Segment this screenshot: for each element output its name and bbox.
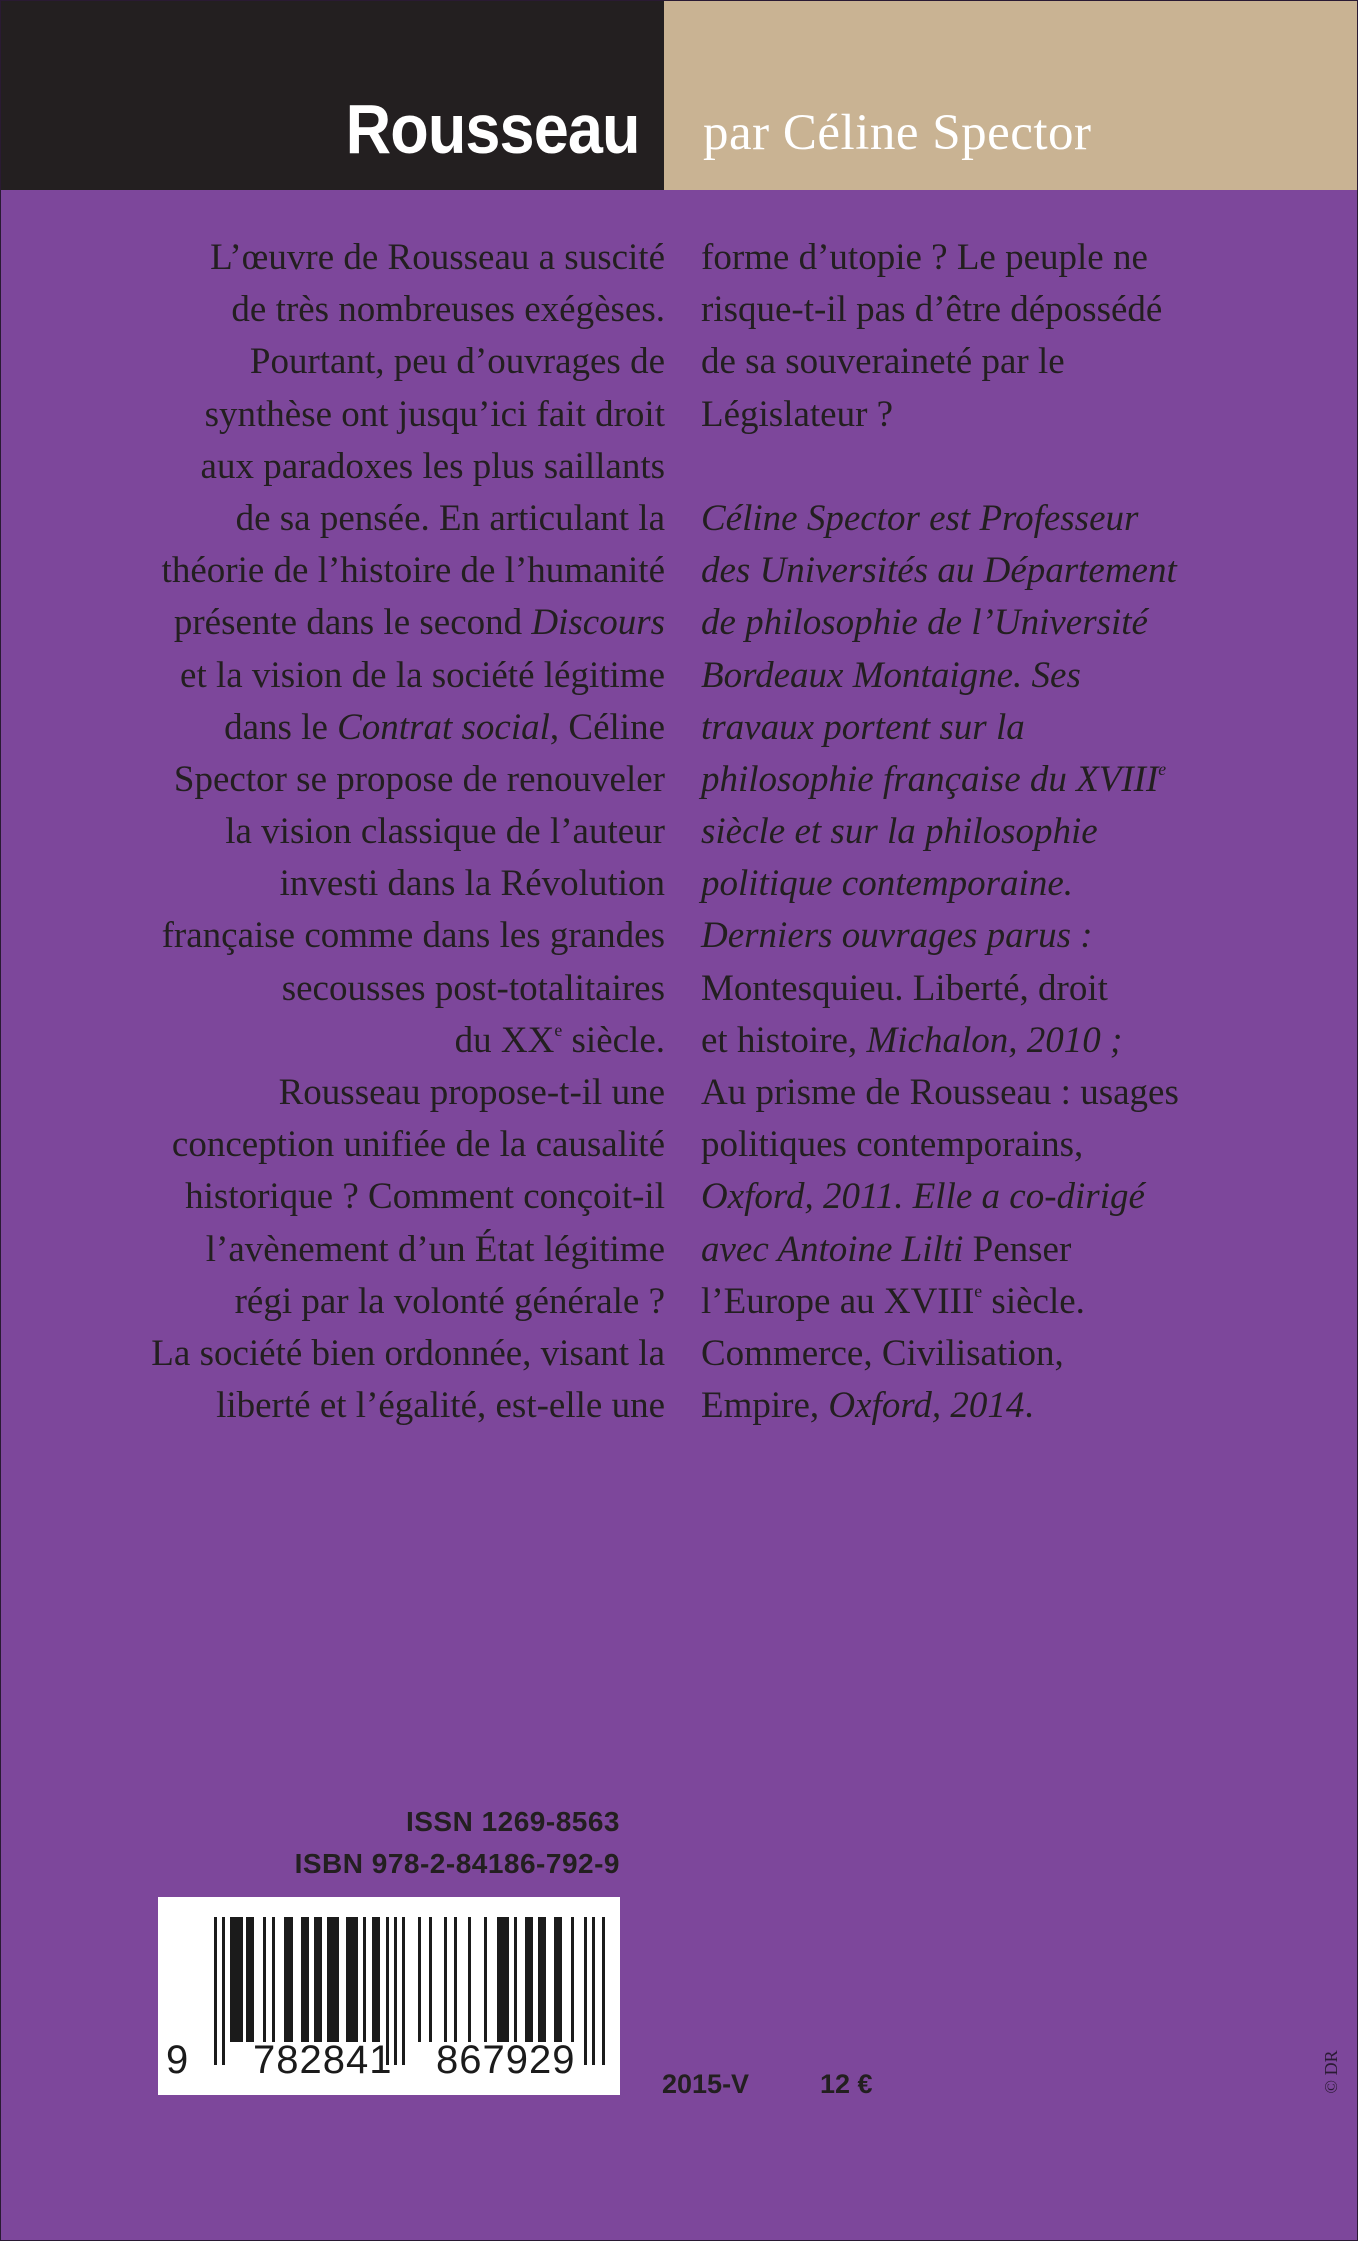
text-line (701, 754, 1321, 806)
text-line (60, 1380, 665, 1432)
barcode-bar (246, 1917, 254, 2042)
text-segment: Empire, (701, 1385, 829, 1427)
text-line (60, 284, 665, 336)
italic-text: de philosophie de l’Université (701, 602, 1148, 644)
text-segment: synthèse ont jusqu’ici fait droit (204, 393, 665, 435)
text-line (60, 493, 665, 545)
text-segment: de sa souveraineté par le (701, 341, 1065, 383)
barcode-bar (230, 1917, 243, 2042)
barcode-bar (538, 1917, 546, 2042)
italic-text: philosophie française du XVIII (701, 758, 1159, 800)
text-line (60, 1119, 665, 1171)
text-line (701, 1380, 1321, 1432)
text-line (701, 702, 1321, 754)
barcode-guard-bar (602, 1917, 605, 2065)
text-line (60, 1328, 665, 1380)
text-line (60, 1171, 665, 1223)
text-line (60, 597, 665, 649)
barcode-left-digits: 782841 (253, 2038, 393, 2082)
text-line (701, 806, 1321, 858)
text-line (701, 650, 1321, 702)
text-line (701, 597, 1321, 649)
text-line (701, 545, 1321, 597)
author-panel (664, 0, 1358, 190)
text-line (701, 1224, 1321, 1276)
italic-text: politique contemporaine. (701, 863, 1073, 905)
barcode-bar (263, 1917, 266, 2042)
issn-label: ISSN 1269-8563 (405, 1806, 620, 1837)
text-segment: régi par la volonté générale ? (234, 1280, 665, 1322)
text-line (60, 1067, 665, 1119)
text-segment: Penser (963, 1228, 1072, 1270)
text-line (60, 910, 665, 962)
barcode-bar (327, 1917, 339, 2042)
text-segment: du XX (454, 1019, 555, 1061)
italic-text: Céline Spector est Professeur (701, 497, 1139, 539)
text-segment: historique ? Comment conçoit-il (185, 1176, 665, 1218)
barcode-bar (301, 1917, 309, 2042)
text-line (60, 650, 665, 702)
italic-text: avec Antoine Lilti (701, 1228, 964, 1270)
italic-text: Michalon, 2010 ; (866, 1019, 1123, 1061)
text-segment: , Céline (549, 706, 665, 748)
italic-text: siècle et sur la philosophie (701, 811, 1098, 853)
text-segment: L’œuvre de Rousseau a suscité (210, 237, 665, 278)
text-line (60, 963, 665, 1015)
author-byline: par Céline Spector (703, 105, 1092, 161)
text-segment: présente dans le second (173, 602, 532, 644)
superscript: e (554, 1019, 563, 1040)
text-line (701, 493, 1321, 545)
text-line (60, 336, 665, 388)
text-line (701, 441, 1321, 493)
barcode-bar (497, 1917, 509, 2042)
text-segment: de très nombreuses exégèses. (231, 289, 665, 331)
barcode-bar (272, 1917, 275, 2042)
text-segment: et histoire, (701, 1019, 867, 1061)
ean-barcode (158, 1897, 620, 2095)
isbn-label: ISBN 978-2-84186-792-9 (294, 1848, 620, 1879)
text-segment: secousses post-totalitaires (281, 967, 665, 1009)
text-segment: Spector se propose de renouveler (173, 758, 665, 800)
text-line (701, 1067, 1321, 1119)
text-segment: siècle. (562, 1019, 665, 1061)
barcode-right-digits: 867929 (436, 2038, 576, 2082)
text-line (60, 1224, 665, 1276)
text-line (701, 336, 1321, 388)
text-segment: et la vision de la société légitime (180, 654, 665, 696)
text-segment: . (1024, 1385, 1034, 1427)
text-segment: de sa pensée. En articulant la (235, 497, 665, 539)
barcode-bar (454, 1917, 457, 2042)
text-segment: dans le (224, 706, 338, 748)
barcode-guard-bar (214, 1917, 217, 2065)
text-segment: Pourtant, peu d’ouvrages de (249, 341, 665, 383)
barcode-bar (468, 1917, 471, 2042)
text-segment: Au prisme de Rousseau : usages (701, 1072, 1179, 1113)
italic-text: travaux portent sur la (701, 706, 1025, 748)
text-segment: siècle. (982, 1280, 1085, 1322)
barcode-bar (554, 1917, 562, 2042)
text-line (60, 1276, 665, 1328)
superscript: e (974, 1280, 983, 1301)
blurb-left-column (60, 232, 665, 1432)
blurb-right-column (701, 232, 1321, 1432)
barcode-guard-bar (592, 1917, 595, 2065)
text-segment: Rousseau propose-t-il une (278, 1072, 665, 1113)
barcode-bar (484, 1917, 487, 2042)
barcode-bar (284, 1917, 293, 2042)
text-segment: conception unifiée de la causalité (171, 1124, 665, 1166)
barcode-guard-bar (584, 1917, 587, 2065)
italic-text: Contrat social (337, 706, 550, 748)
barcode-guard-bar (402, 1917, 405, 2065)
edition-code: 2015-V (662, 2069, 750, 2099)
italic-text: Derniers ouvrages parus : (701, 915, 1093, 957)
text-segment: La société bien ordonnée, visant la (151, 1332, 665, 1374)
price-label: 12 € (820, 2069, 873, 2099)
text-line (701, 1276, 1321, 1328)
text-line (60, 702, 665, 754)
superscript: e (1158, 758, 1167, 779)
text-line (60, 858, 665, 910)
text-segment: liberté et l’égalité, est-elle une (216, 1385, 665, 1427)
text-line (60, 1015, 665, 1067)
text-line (60, 754, 665, 806)
text-line (60, 806, 665, 858)
title-panel (0, 0, 664, 190)
text-line (701, 1328, 1321, 1380)
barcode-bar (346, 1917, 358, 2042)
text-line (701, 389, 1321, 441)
barcode-bar (525, 1917, 533, 2042)
barcode-first-digit: 9 (166, 2038, 190, 2082)
text-line (60, 232, 665, 284)
italic-text: Oxford, 2014 (828, 1385, 1025, 1427)
italic-text: Bordeaux Montaigne. Ses (701, 654, 1081, 696)
text-segment: théorie de l’histoire de l’humanité (161, 550, 665, 592)
cover-header (0, 0, 1358, 190)
text-line (701, 1119, 1321, 1171)
text-segment: risque-t-il pas d’être dépossédé (701, 289, 1163, 331)
italic-text: Oxford, 2011. Elle a co-dirigé (701, 1176, 1145, 1218)
text-segment: l’avènement d’un État légitime (205, 1228, 665, 1270)
photo-credit: © DR (1321, 2050, 1341, 2094)
text-line (60, 545, 665, 597)
text-line (701, 1015, 1321, 1067)
text-segment: aux paradoxes les plus saillants (200, 445, 665, 487)
barcode-bar (444, 1917, 447, 2042)
barcode-bar (372, 1917, 380, 2042)
text-line (701, 284, 1321, 336)
text-segment: politiques contemporains, (701, 1124, 1084, 1166)
barcode-guard-bar (222, 1917, 225, 2065)
text-segment: la vision classique de l’auteur (225, 811, 665, 853)
italic-text: des Universités au Département (701, 550, 1177, 592)
barcode-bar (314, 1917, 322, 2042)
text-line (701, 232, 1321, 284)
text-segment: française comme dans les grandes (161, 915, 665, 957)
barcode-guard-bar (394, 1917, 397, 2065)
text-line (60, 389, 665, 441)
text-segment: l’Europe au XVIII (701, 1280, 975, 1322)
text-line (701, 910, 1321, 962)
text-segment: investi dans la Révolution (279, 863, 665, 905)
text-line (701, 858, 1321, 910)
barcode-bar (514, 1917, 517, 2042)
text-segment: Législateur ? (701, 393, 894, 435)
italic-text: Discours (531, 602, 665, 644)
text-line (60, 441, 665, 493)
barcode-bar (571, 1917, 574, 2042)
text-segment: forme d’utopie ? Le peuple ne (701, 237, 1148, 278)
text-segment: Montesquieu. Liberté, droit (701, 967, 1108, 1009)
text-line (701, 963, 1321, 1015)
barcode-bar (363, 1917, 366, 2042)
text-line (701, 1171, 1321, 1223)
book-title: Rousseau (346, 90, 640, 168)
barcode-bar (418, 1917, 421, 2042)
text-segment: Commerce, Civilisation, (701, 1332, 1064, 1374)
barcode-bar (429, 1917, 432, 2042)
